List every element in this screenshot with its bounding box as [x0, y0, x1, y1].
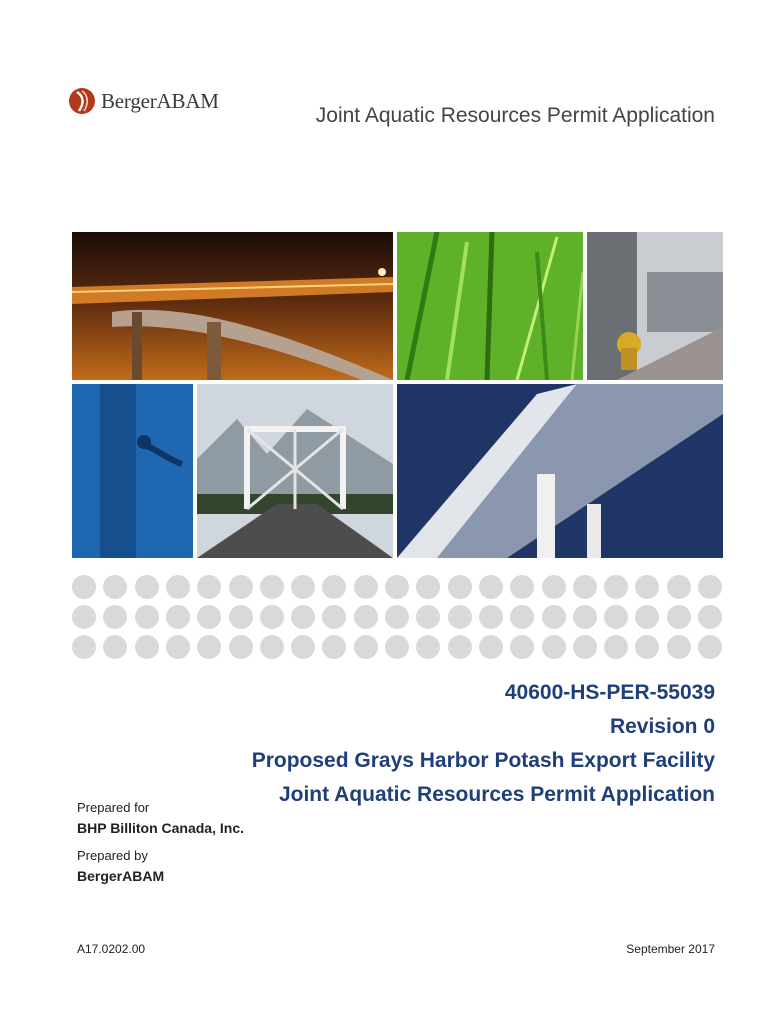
decorative-dot	[573, 635, 597, 659]
decorative-dot	[229, 575, 253, 599]
decorative-dot	[291, 575, 315, 599]
report-number: 40600-HS-PER-55039	[504, 681, 715, 704]
decorative-dot	[103, 635, 127, 659]
decorative-dot	[291, 635, 315, 659]
decorative-dot	[291, 605, 315, 629]
decorative-dot	[698, 605, 722, 629]
decorative-dot	[542, 635, 566, 659]
decorative-dot	[197, 575, 221, 599]
decorative-dot	[229, 605, 253, 629]
company-logo	[68, 87, 219, 115]
decorative-dot	[260, 605, 284, 629]
photo-grass	[397, 232, 583, 380]
bergerabam-logo-icon	[68, 87, 96, 115]
decorative-dot	[479, 605, 503, 629]
decorative-dot	[72, 635, 96, 659]
photo-night-overpass	[72, 232, 393, 380]
project-title: Proposed Grays Harbor Potash Export Facility	[251, 749, 715, 772]
decorative-dot	[510, 605, 534, 629]
photo-highway	[397, 384, 723, 558]
decorative-dot	[698, 575, 722, 599]
decorative-dot	[354, 575, 378, 599]
document-date: September 2017	[626, 942, 715, 956]
decorative-dot	[448, 575, 472, 599]
prepared-by-label: Prepared by	[77, 848, 148, 863]
report-revision: Revision 0	[609, 715, 715, 738]
decorative-dot	[573, 605, 597, 629]
decorative-dot	[197, 635, 221, 659]
decorative-dot	[135, 635, 159, 659]
decorative-dot	[635, 575, 659, 599]
decorative-dot	[448, 635, 472, 659]
decorative-dot	[260, 635, 284, 659]
photo-bridge	[197, 384, 393, 558]
report-title: Joint Aquatic Resources Permit Application	[278, 783, 715, 806]
decorative-dot	[385, 605, 409, 629]
decorative-dot	[479, 575, 503, 599]
decorative-dot	[448, 605, 472, 629]
decorative-dot	[229, 635, 253, 659]
decorative-dot	[510, 575, 534, 599]
decorative-dot	[479, 635, 503, 659]
decorative-dot	[166, 635, 190, 659]
decorative-dot	[72, 605, 96, 629]
decorative-dot	[416, 635, 440, 659]
prepared-for-label: Prepared for	[77, 800, 150, 815]
prepared-for-name: BHP Billiton Canada, Inc.	[77, 820, 244, 836]
decorative-dot	[166, 575, 190, 599]
document-header-title: Joint Aquatic Resources Permit Application	[315, 104, 715, 127]
photo-diver	[72, 384, 193, 558]
decorative-dot	[573, 575, 597, 599]
decorative-dot	[635, 605, 659, 629]
decorative-dot	[72, 575, 96, 599]
decorative-dot	[103, 575, 127, 599]
decorative-dot	[166, 605, 190, 629]
decorative-dot	[604, 575, 628, 599]
decorative-dot	[103, 605, 127, 629]
decorative-dot	[135, 605, 159, 629]
decorative-dot	[354, 635, 378, 659]
decorative-dot	[322, 575, 346, 599]
decorative-dot	[604, 605, 628, 629]
decorative-dot	[667, 605, 691, 629]
logo-wordmark: BergerABAM	[101, 88, 219, 113]
decorative-dot	[542, 575, 566, 599]
decorative-dot	[416, 605, 440, 629]
decorative-dot	[260, 575, 284, 599]
decorative-dot	[354, 605, 378, 629]
decorative-dot	[667, 575, 691, 599]
photo-dock	[587, 232, 723, 380]
decorative-dot	[197, 605, 221, 629]
report-identifier-block	[252, 676, 715, 812]
decorative-dot	[510, 635, 534, 659]
decorative-dot	[416, 575, 440, 599]
decorative-dot	[667, 635, 691, 659]
decorative-dot	[322, 605, 346, 629]
project-number: A17.0202.00	[77, 942, 146, 956]
decorative-dot	[698, 635, 722, 659]
decorative-dot	[635, 635, 659, 659]
decorative-dot	[385, 635, 409, 659]
prepared-by-name: BergerABAM	[77, 868, 165, 884]
decorative-dot	[604, 635, 628, 659]
decorative-dot	[542, 605, 566, 629]
decorative-dot	[385, 575, 409, 599]
decorative-dot	[322, 635, 346, 659]
decorative-dot	[135, 575, 159, 599]
